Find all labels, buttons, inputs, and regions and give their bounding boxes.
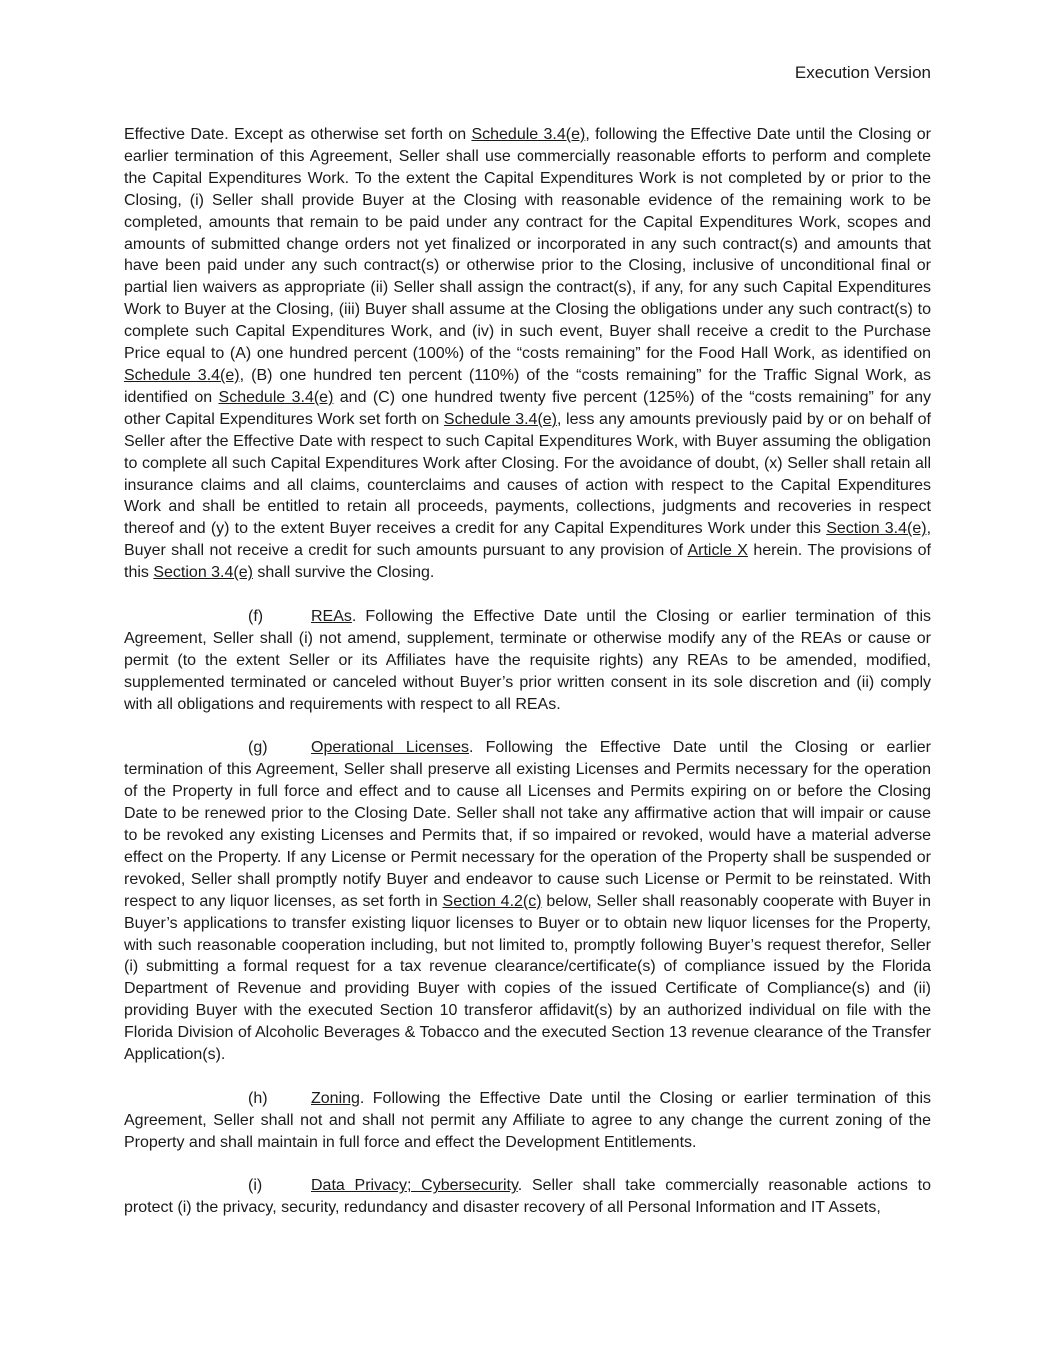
section-text: . Seller shall take commercially reasonable actions to protect (i) the privacy, security, redundancy and disaster recovery of all Personal Information and IT Assets, bbox=[124, 1177, 932, 1217]
schedule-reference: Schedule 3.4(e) bbox=[218, 388, 334, 406]
schedule-reference: Schedule 3.4(e) bbox=[443, 410, 557, 428]
section-heading: Zoning bbox=[311, 1089, 360, 1107]
section-heading: REAs bbox=[311, 607, 352, 625]
paragraph-text: shall survive the Closing. bbox=[252, 564, 435, 582]
paragraph-text: , following the Effective Date until the Closing or earlier termination of this Agreement, Seller shall use commercially reasonable efforts to perform and complete the Capital Expenditures Work. To the extent the Capital Expenditures Work is not completed by or prior to the Closing, (i) Seller shall provide Buyer at the Closing with reasonable evidence of the remaining work to be completed, amounts that remain to be paid under any contract for the Capital Expenditures Work, scopes and amounts of submitted change orders not yet finalized or incorporated in any such contract(s) and amounts that have been paid under any such contract(s) or otherwise prior to the Closing, inclusive of unconditional final or partial lien waivers as appropriate (ii) Seller shall assign the contract(s), if any, for any such Capital Expenditures Work to Buyer at the Closing, (iii) Buyer shall assume at the Closing the obligations under any such contract(s) to complete such Capital Expenditures Work, and (iv) in such event, Buyer shall receive a credit to the Purchase Price equal to (A) one hundred percent (100%) of the “costs remaining” for the Food Hall Work, as identified on bbox=[124, 126, 931, 363]
section-text: below, Seller shall reasonably cooperate with Buyer in Buyer’s applications to transfer existing liquor licenses to Buyer or to obtain new liquor licenses for the Property, with such reasonable cooperation including, but not limited to, promptly following Buyer’s request therefor, Seller (i) submitting a formal request for a tax revenue clearance/certificate(s) of compliance issued by the Florida Department of Revenue and providing Buyer with copies of the issued Certificate of Compliance(s) and (ii) providing Buyer with the executed Section 10 transferor affidavit(s) by an authorized individual on file with the Florida Division of Alcoholic Beverages & Tobacco and the executed Section 13 revenue clearance of the Transfer Application(s). bbox=[124, 892, 931, 1064]
section-text: . Following the Effective Date until the Closing or earlier termination of this Agreement, Seller shall (i) not amend, supplement, terminate or otherwise modify any of the REAs or cause or permit (to the extent Seller or its Affiliates have the requisite rights) any REAs to be amended, modified, supplemented terminated or canceled without Buyer’s prior written consent in its sole discretion and (ii) comply with all obligations and requirements with respect to all REAs. bbox=[124, 607, 931, 713]
schedule-reference: Schedule 3.4(e), bbox=[124, 366, 245, 384]
article-reference: Article X bbox=[687, 542, 748, 560]
paragraph-text: Effective Date. Except as otherwise set forth on bbox=[124, 126, 472, 143]
section-g-operational-licenses bbox=[124, 737, 931, 1066]
version-label: Execution Version bbox=[794, 63, 931, 82]
section-text: . Following the Effective Date until the Closing or earlier termination of this Agreement, Seller shall preserve all existing Licenses and Permits necessary for the operation of the Property in full force and effect and to cause all Licenses and Permits expiring on or before the Closing Date to be renewed prior to the Closing Date. Seller shall not take any affirmative action that will impair or cause to be revoked any existing Licenses and Permits that, if so impaired or revoked, would have a material adverse effect on the Property. If any License or Permit necessary for the operation of the Property shall be suspended or revoked, Seller shall promptly notify Buyer and endeavor to cause such License or Permit to be reinstated. With respect to any liquor licenses, as set forth in bbox=[124, 739, 932, 910]
section-number: (h) bbox=[248, 1089, 268, 1107]
section-number: (g) bbox=[248, 739, 268, 757]
paragraph-text: , Buyer shall not receive a credit for such amounts pursuant to any provision of bbox=[124, 520, 932, 560]
section-number: (i) bbox=[248, 1177, 263, 1195]
document-body bbox=[124, 124, 931, 1241]
paragraph-text: (B) one hundred ten percent (110%) of the “costs remaining” for the Traffic Signal Work, as identified on bbox=[124, 366, 931, 406]
paragraph-text: and (C) one hundred twenty five percent (125%) of the “costs remaining” for any other Capital Expenditures Work set forth on bbox=[124, 388, 932, 428]
section-heading: Data Privacy; Cybersecurity bbox=[311, 1177, 518, 1195]
schedule-reference: Schedule 3.4(e) bbox=[471, 126, 586, 143]
paragraph-continuation bbox=[124, 124, 931, 584]
section-reference: Section 3.4(e) bbox=[826, 520, 927, 538]
section-reference: Section 4.2(c) bbox=[442, 892, 542, 910]
section-reference: Section 3.4(e) bbox=[153, 564, 253, 582]
section-h-zoning bbox=[124, 1088, 931, 1154]
section-number: (f) bbox=[248, 607, 264, 625]
section-i-data-privacy bbox=[124, 1175, 931, 1219]
section-f-reas bbox=[124, 606, 931, 716]
section-heading: Operational Licenses bbox=[311, 739, 470, 757]
paragraph-text: , less any amounts previously paid by or on behalf of Seller after the Effective Date with respect to such Capital Expenditures Work, with Buyer assuming the obligation to complete all such Capital Expenditures Work after Closing. For the avoidance of doubt, (x) Seller shall retain all insurance claims and all claims, counterclaims and causes of action with respect to the Capital Expenditures Work and shall be entitled to retain all proceeds, payments, collections, judgments and recoveries in respect thereof and (y) to the extent Buyer receives a credit for any Capital Expenditures Work under this bbox=[124, 410, 931, 538]
paragraph-text: herein. The provisions of this bbox=[124, 542, 932, 582]
section-text: . Following the Effective Date until the Closing or earlier termination of this Agreement, Seller shall not and shall not permit any Affiliate to agree to any change the current zoning of the Property and shall maintain in full force and effect the Development Entitlements. bbox=[124, 1089, 931, 1151]
